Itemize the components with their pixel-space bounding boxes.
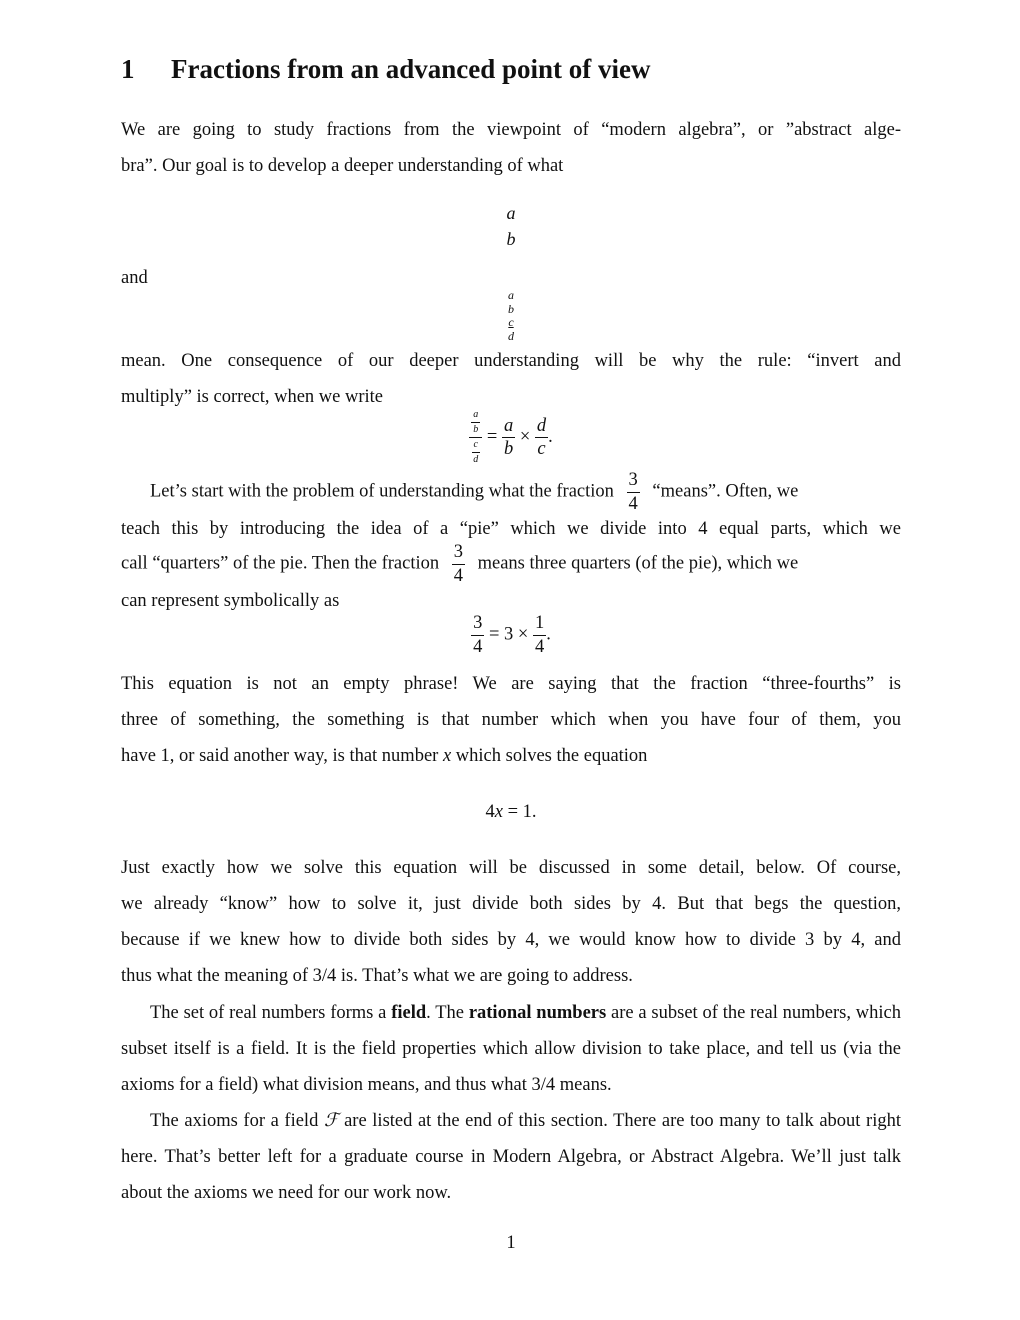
paragraph-3-line-2: teach this by introducing the idea of a “pie” which we divide into 4 equal parts, which we xyxy=(121,519,901,539)
paragraph-2-line-2: multiply” is correct, when we write xyxy=(121,387,383,407)
and-word: and xyxy=(121,268,148,288)
fraction-three-quarters-2: $\frac{3}{4}$ xyxy=(453,542,463,586)
paragraph-4-line-3: have 1, or said another way, is that number x which solves the equation xyxy=(121,746,648,766)
paragraph-1-line-1: We are going to study fractions from the viewpoint of “modern algebra”, or ”abstract alge- xyxy=(121,120,901,140)
paragraph-4-line-1: This equation is not an empty phrase! We are saying that the fraction “three-fourths” is xyxy=(121,674,901,694)
stack-a-small: a xyxy=(508,288,514,302)
equation-invert-multiply: $\frac{\frac{a}{b}}{\frac{c}{d}}$ = $\frac{a}{b}$ × $\frac{d}{c}$ . xyxy=(121,410,901,465)
fraction-a-over-b: $\frac{a}{b}$ xyxy=(503,415,514,459)
stack-b: b xyxy=(506,229,516,249)
stack-c-small: c xyxy=(508,315,514,329)
stack-b-small: b xyxy=(508,301,514,316)
paragraph-2-line-1: mean. One consequence of our deeper understanding will be why the rule: “invert and xyxy=(121,351,901,371)
term-rational-numbers: rational numbers xyxy=(468,1003,607,1023)
term-field: field xyxy=(391,1003,427,1023)
field-symbol: ℱ xyxy=(323,1111,339,1131)
section-title: Fractions from an advanced point of view xyxy=(171,54,651,84)
stack-d-small: d xyxy=(508,328,514,343)
paragraph-1-line-2: bra”. Our goal is to develop a deeper understanding of what xyxy=(121,156,564,176)
fraction-three-quarters: $\frac{3}{4}$ xyxy=(628,470,638,514)
paragraph-5-line-4: thus what the meaning of 3/4 is. That’s what we are going to address. xyxy=(121,966,633,986)
paragraph-3-line-4: can represent symbolically as xyxy=(121,591,340,611)
paragraph-5-line-2: we already “know” how to solve it, just divide both sides by 4. But that begs the question, xyxy=(121,894,901,914)
paragraph-7: The axioms for a field ℱ are listed at the end of this section. There are too many to talk about right here. That’s better left for a graduate course in Modern Algebra, or Abstract Algebra. We’ll just talk about the axioms we need for our work now. xyxy=(121,1111,901,1203)
section-number: 1 xyxy=(121,54,135,84)
fraction-d-over-c: $\frac{d}{c}$ xyxy=(536,415,547,459)
equation-4x-equals-1: 4x = 1. xyxy=(485,802,537,822)
page-number: 1 xyxy=(506,1233,516,1253)
equation-three-quarters: $\frac{3}{4}$ = 3 × $\frac{1}{4}$ . xyxy=(473,613,551,657)
times-sign: × xyxy=(519,426,531,447)
display-stacked-abcd xyxy=(121,289,901,343)
paragraph-4-line-2: three of something, the something is that number which when you have four of them, you xyxy=(121,710,901,730)
paragraph-3-line-3: call “quarters” of the pie. Then the fraction $\frac{3}{4}$ means three quarters (of the pie), which we xyxy=(121,542,799,586)
stack-a: a xyxy=(506,203,516,223)
display-fraction-a-over-b xyxy=(121,200,901,252)
paragraph-3-line-1: Let’s start with the problem of understanding what the fraction $\frac{3}{4}$ “means”. Often, we xyxy=(150,470,799,514)
equals-sign: = xyxy=(486,426,498,447)
section-heading xyxy=(121,54,651,85)
paragraph-5-line-3: because if we knew how to divide both sides by 4, we would know how to divide 3 by 4, and xyxy=(121,930,901,950)
paragraph-5-line-1: Just exactly how we solve this equation will be discussed in some detail, below. Of course, xyxy=(121,858,901,878)
paragraph-6: The set of real numbers forms a field. The rational numbers are a subset of the real numbers, which subset itself is a field. It is the field properties which allow division to take place, and tell us (via the axioms for a field) what division means, and thus what 3/4 means. xyxy=(121,1003,902,1095)
compound-fraction: $\frac{\frac{a}{b}}{\frac{c}{d}}$ xyxy=(469,410,482,465)
